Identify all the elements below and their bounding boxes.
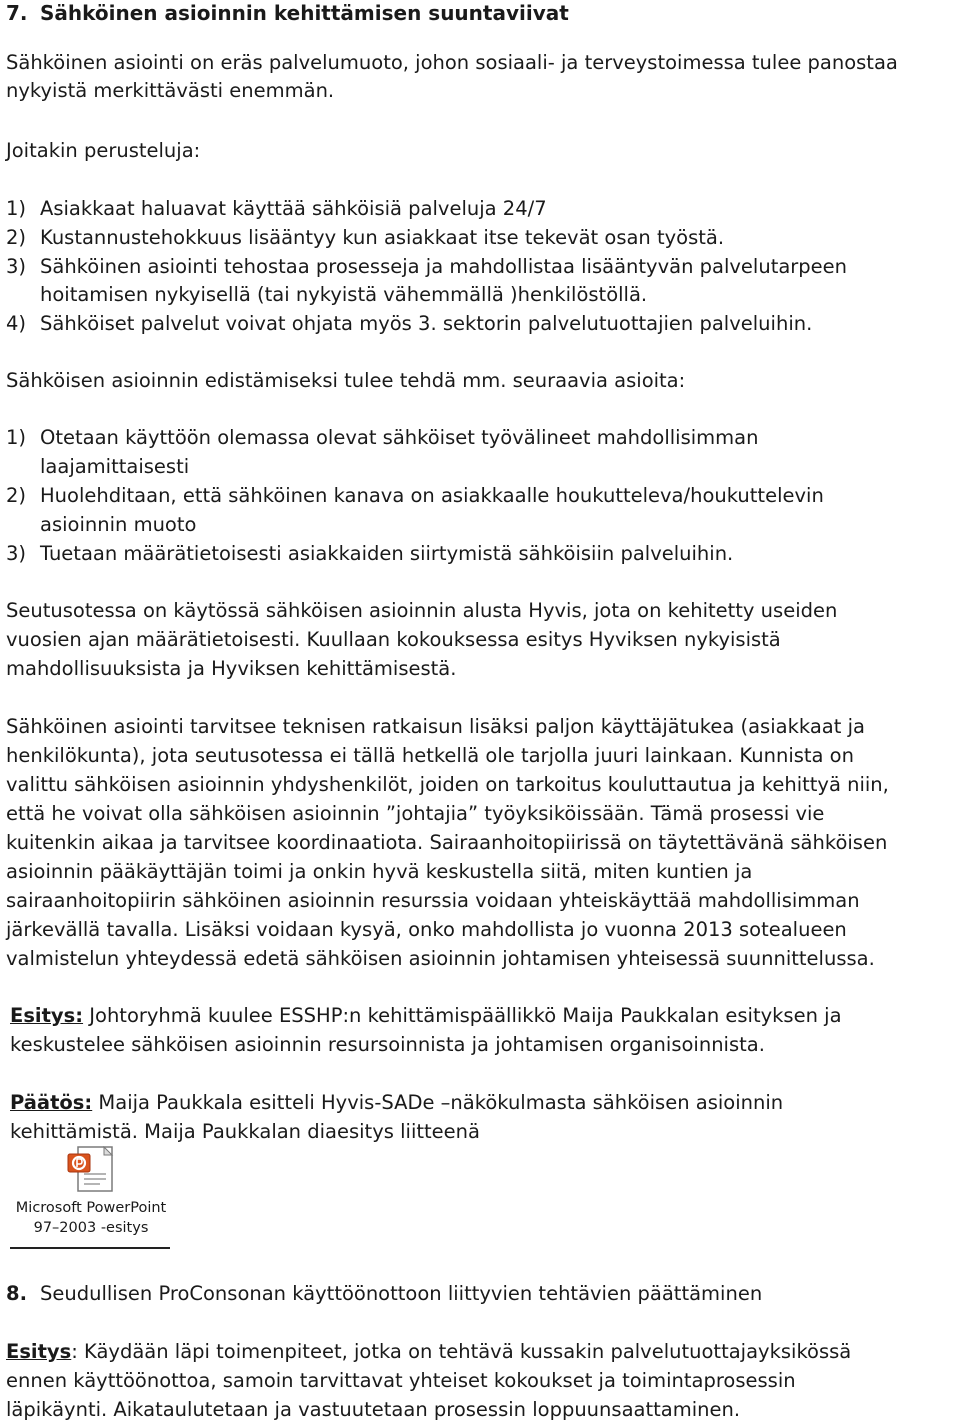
attachment-label-line-1: Microsoft PowerPoint (15, 1200, 167, 1216)
action-1-text-cont: laajamittaisesti (40, 455, 190, 478)
esitys-2-label: Esitys (6, 1340, 72, 1363)
reason-3-text-cont: hoitamisen nykyisellä (tai nykyistä vähemmällä )henkilöstöllä. (40, 283, 648, 306)
esitys-1-text-1: Johtoryhmä kuulee ESSHP:n kehittämispäällikkö Maija Paukkalan esityksen ja (83, 1004, 842, 1027)
support-paragraph-line-2: henkilökunta), jota seutusotessa ei tällä hetkellä ole tarjolla juuri lainkaan. Kunnista on (6, 744, 854, 767)
attachment-divider (10, 1247, 170, 1249)
section-7-title: Sähköinen asioinnin kehittämisen suuntaviivat (40, 1, 569, 25)
reason-2-number: 2) (6, 226, 27, 249)
action-item-3 (6, 541, 733, 567)
action-item-1 (6, 425, 758, 451)
intro-line-2: nykyistä merkittävästi enemmän. (6, 79, 335, 102)
paatos-label: Päätös: (10, 1091, 93, 1114)
paatos-text-1: Maija Paukkala esitteli Hyvis-SADe –näkökulmasta sähköisen asioinnin (92, 1091, 784, 1114)
reason-1-number: 1) (6, 197, 27, 220)
esitys-1-line-1 (10, 1003, 842, 1029)
actions-heading: Sähköisen asioinnin edistämiseksi tulee tehdä mm. seuraavia asioita: (6, 369, 686, 392)
action-2-text: Huolehditaan, että sähköinen kanava on asiakkaalle houkutteleva/houkuttelevin (40, 484, 824, 507)
support-paragraph-line-3: valittu sähköisen asioinnin yhdyshenkilöt, joiden on tarkoitus kouluttautua ja kehittyä niin, (6, 773, 889, 796)
support-paragraph-line-7: sairaanhoitopiirin sähköinen asioinnin resurssia voidaan yhteiskäyttää mahdollisimman (6, 889, 860, 912)
section-7-heading (6, 0, 569, 26)
esitys-2-line-2: ennen käyttöönottoa, samoin tarvittavat yhteiset kokoukset ja toimintaprosessin (6, 1369, 796, 1392)
reason-item-4 (6, 311, 812, 337)
hyvis-paragraph-line-2: vuosien ajan määrätietoisesti. Kuullaan kokouksessa esitys Hyviksen nykyisistä (6, 628, 781, 651)
section-8-title: Seudullisen ProConsonan käyttöönottoon liittyvien tehtävien päättäminen (40, 1282, 763, 1305)
section-8-heading (6, 1281, 762, 1307)
intro-line-1: Sähköinen asiointi on eräs palvelumuoto, johon sosiaali- ja terveystoimessa tulee panostaa (6, 51, 898, 74)
reason-4-text: Sähköiset palvelut voivat ohjata myös 3. sektorin palvelutuottajien palveluihin. (40, 312, 813, 335)
reason-3-text: Sähköinen asiointi tehostaa prosesseja ja mahdollistaa lisääntyvän palvelutarpeen (40, 255, 848, 278)
reason-item-3 (6, 254, 847, 280)
support-paragraph-line-4: että he voivat olla sähköisen asioinnin ”johtajia” työyksiköissään. Tämä prosessi vie (6, 802, 825, 825)
section-8-number: 8. (6, 1282, 27, 1305)
reason-2-text: Kustannustehokkuus lisääntyy kun asiakkaat itse tekevät osan työstä. (40, 226, 725, 249)
reason-4-number: 4) (6, 312, 27, 335)
powerpoint-file-icon (64, 1146, 118, 1194)
action-3-text: Tuetaan määrätietoisesti asiakkaiden siirtymistä sähköisiin palveluihin. (40, 542, 734, 565)
action-2-number: 2) (6, 484, 27, 507)
action-item-2 (6, 483, 824, 509)
support-paragraph-line-9: valmistelun yhteydessä edetä sähköisen asioinnin johtamisen yhteisessä suunnittelussa. (6, 947, 875, 970)
attachment-label-line-2: 97–2003 -esitys (33, 1220, 149, 1236)
reason-1-text: Asiakkaat haluavat käyttää sähköisiä palveluja 24/7 (40, 197, 547, 220)
action-1-text: Otetaan käyttöön olemassa olevat sähköiset työvälineet mahdollisimman (40, 426, 759, 449)
esitys-2-line-1 (6, 1339, 851, 1365)
reasons-heading: Joitakin perusteluja: (6, 139, 201, 162)
paatos-line-1 (10, 1090, 783, 1116)
powerpoint-attachment[interactable] (10, 1146, 172, 1252)
action-3-number: 3) (6, 542, 27, 565)
paatos-line-2: kehittämistä. Maija Paukkalan diaesitys liitteenä (10, 1120, 480, 1143)
hyvis-paragraph-line-3: mahdollisuuksista ja Hyviksen kehittämisestä. (6, 657, 457, 680)
reason-item-2 (6, 225, 724, 251)
support-paragraph-line-1: Sähköinen asiointi tarvitsee teknisen ratkaisun lisäksi paljon käyttäjätukea (asiakkaat ja (6, 715, 865, 738)
reason-item-1 (6, 196, 547, 222)
esitys-1-line-2: keskustelee sähköisen asioinnin resursoinnista ja johtamisen organisoinnista. (10, 1033, 765, 1056)
reason-3-number: 3) (6, 255, 27, 278)
support-paragraph-line-8: järkevällä tavalla. Lisäksi voidaan kysyä, onko mahdollista jo vuonna 2013 sotealueen (6, 918, 847, 941)
section-7-number: 7. (6, 1, 28, 25)
support-paragraph-line-6: asioinnin pääkäyttäjän toimi ja onkin hyvä keskustella siitä, miten kuntien ja (6, 860, 753, 883)
esitys-2-text-1: : Käydään läpi toimenpiteet, jotka on tehtävä kussakin palvelutuottajayksikössä (71, 1340, 852, 1363)
action-1-number: 1) (6, 426, 27, 449)
esitys-2-line-3: läpikäynti. Aikataulutetaan ja vastuutetaan prosessin loppuunsaattaminen. (6, 1398, 741, 1421)
support-paragraph-line-5: kuitenkin aikaa ja tarvitsee koordinaatiota. Sairaanhoitopiirissä on täytettävänä sähköisen (6, 831, 888, 854)
esitys-1-label: Esitys: (10, 1004, 84, 1027)
hyvis-paragraph-line-1: Seutusotessa on käytössä sähköisen asioinnin alusta Hyvis, jota on kehitetty useiden (6, 599, 838, 622)
action-2-text-cont: asioinnin muoto (40, 513, 197, 536)
